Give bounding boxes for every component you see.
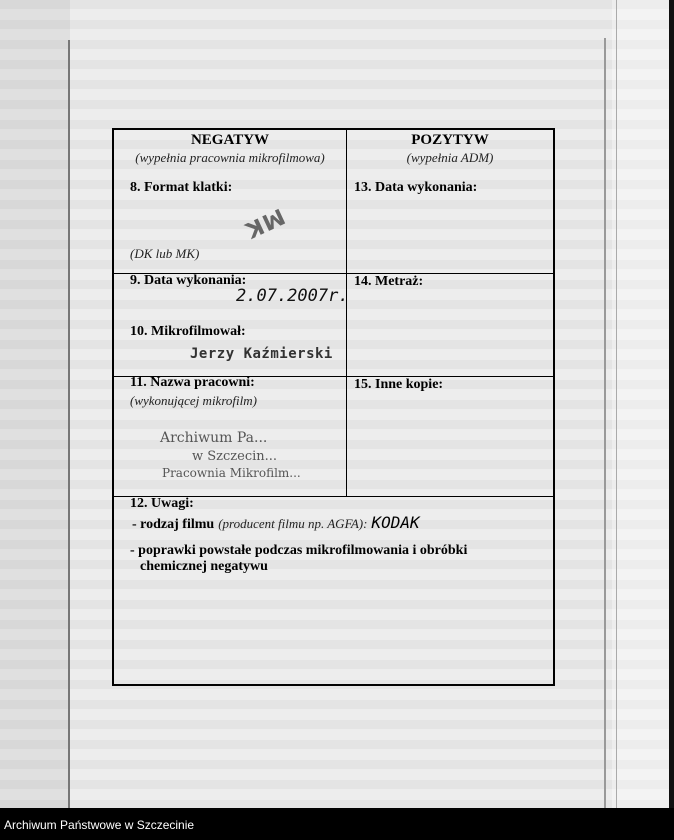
format-klatki-label: 8. Format klatki: bbox=[130, 180, 233, 195]
page-edge-left bbox=[68, 40, 70, 808]
mikrofilmowal-label: 10. Mikrofilmował: bbox=[130, 324, 246, 339]
data-wykonania-13-label: 13. Data wykonania: bbox=[354, 180, 478, 195]
scan-light-band bbox=[612, 0, 670, 808]
negatyw-subtitle: (wypełnia pracownia mikrofilmowa) bbox=[135, 150, 325, 165]
inne-kopie-label: 15. Inne kopie: bbox=[354, 377, 444, 392]
rodzaj-filmu-prefix: - rodzaj filmu bbox=[132, 517, 215, 532]
archive-stamp-line-1: Archiwum Pa... bbox=[160, 430, 268, 446]
data-wykonania-9-label: 9. Data wykonania: bbox=[130, 273, 247, 288]
uwagi-label: 12. Uwagi: bbox=[130, 496, 194, 511]
poprawki-line-2: chemicznej negatywu bbox=[140, 559, 268, 574]
pozytyw-subtitle: (wypełnia ADM) bbox=[406, 150, 494, 165]
pozytyw-title: POZYTYW bbox=[411, 132, 489, 148]
archive-stamp-line-2: w Szczecin... bbox=[192, 449, 278, 464]
format-klatki-hint: (DK lub MK) bbox=[130, 246, 200, 261]
scan-border-right bbox=[669, 0, 674, 808]
negatyw-title: NEGATYW bbox=[190, 132, 270, 148]
nazwa-pracowni-label: 11. Nazwa pracowni: bbox=[130, 375, 255, 390]
archive-stamp-line-3: Pracownia Mikrofilm... bbox=[162, 466, 301, 480]
footer-credit: Archiwum Państwowe w Szczecinie bbox=[4, 818, 195, 832]
page-edge-right-2 bbox=[616, 0, 617, 808]
rodzaj-filmu-line bbox=[132, 513, 420, 533]
rodzaj-filmu-hint: (producent filmu np. AGFA): bbox=[218, 516, 368, 531]
poprawki-line-1: - poprawki powstałe podczas mikrofilmowania i obróbki bbox=[130, 543, 468, 558]
metraz-label: 14. Metraż: bbox=[354, 274, 424, 289]
page-edge-right bbox=[604, 38, 606, 808]
column-separator bbox=[346, 130, 347, 496]
operator-name-stamp: Jerzy Kaźmierski bbox=[190, 346, 333, 362]
film-brand-handwritten: KODAK bbox=[371, 513, 420, 532]
scan-shadow-band bbox=[0, 0, 70, 808]
nazwa-pracowni-hint: (wykonującej mikrofilm) bbox=[130, 393, 257, 408]
handwritten-date: 2.07.2007r. bbox=[236, 286, 349, 306]
mk-stamp: MK bbox=[240, 202, 289, 243]
microfilm-form-table bbox=[112, 128, 555, 686]
